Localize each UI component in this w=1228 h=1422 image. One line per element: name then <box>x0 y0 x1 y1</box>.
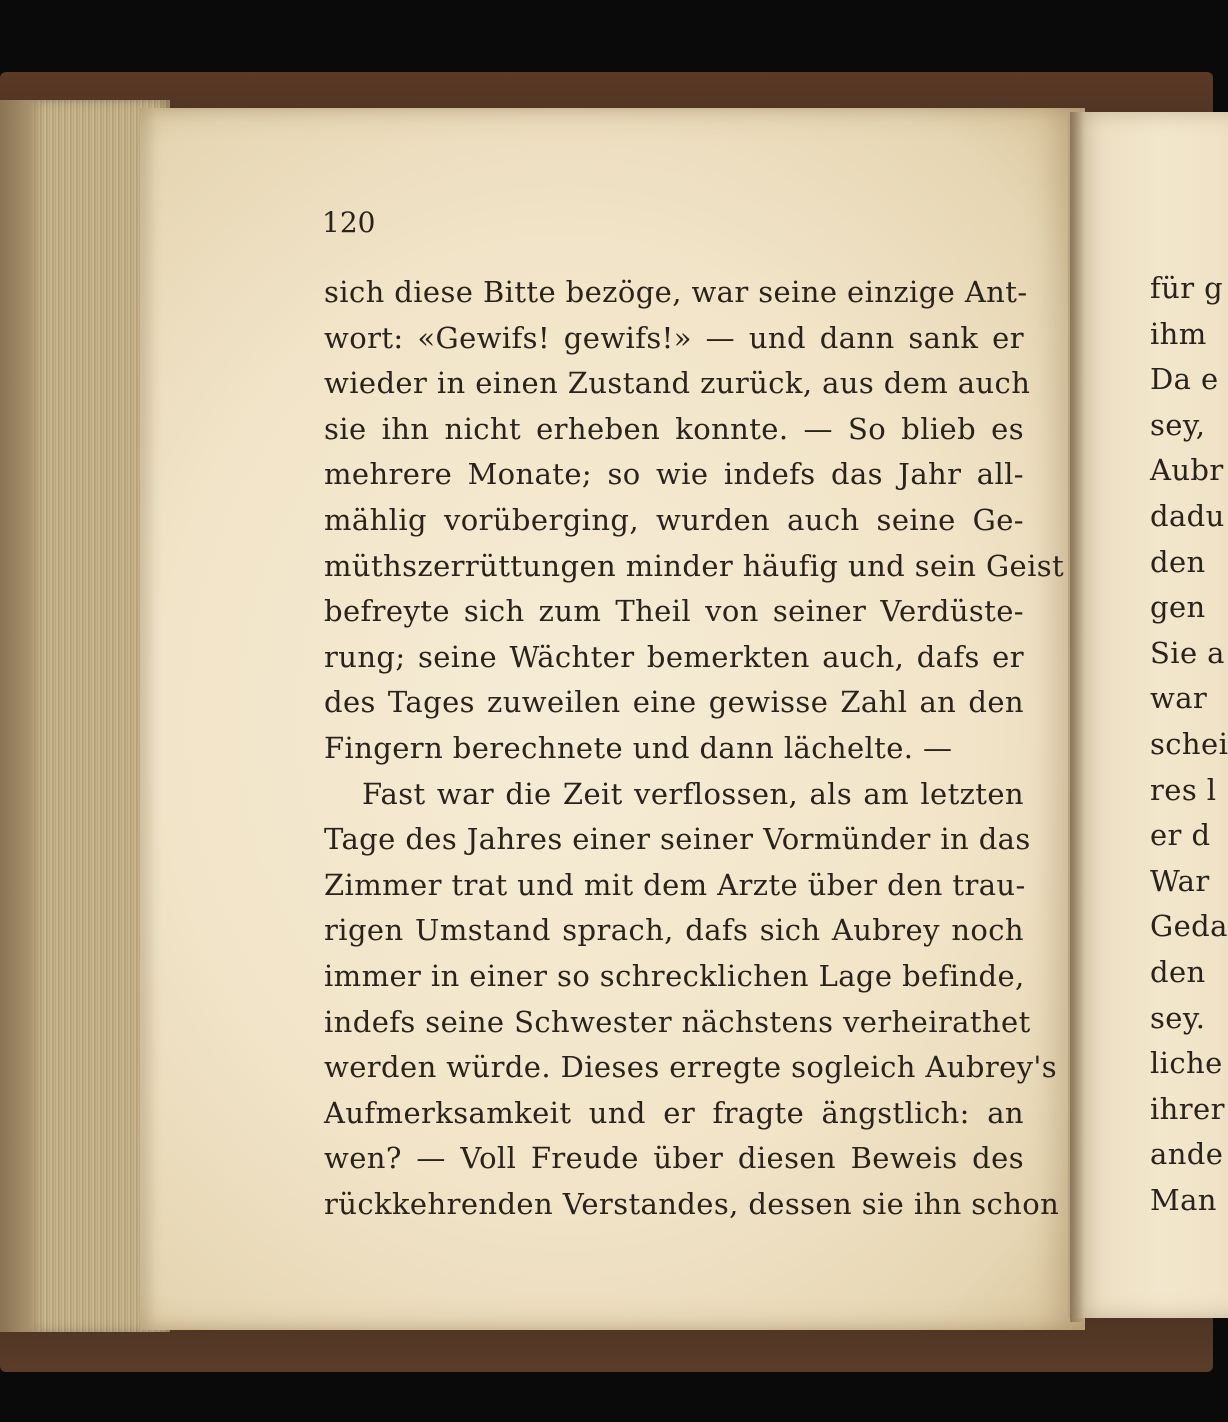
text-line: rückkehrenden Verstandes, dessen sie ihn schon <box>324 1186 1060 1221</box>
right-page-line: gen <box>1150 590 1206 625</box>
right-page-line: sey. <box>1150 1000 1206 1035</box>
right-page-line: Aubr <box>1150 453 1224 488</box>
page-number: 120 <box>322 206 376 239</box>
text-line: müthszerrüttungen minder häufig und sein Geist <box>324 548 1065 583</box>
text-line: wieder in einen Zustand zurück, aus dem auch <box>324 366 1031 401</box>
right-page-line: ihm <box>1150 316 1207 351</box>
text-line: rigen Umstand sprach, dafs sich Aubrey noch <box>324 913 1024 948</box>
right-page-line: den <box>1150 954 1206 989</box>
right-page-line: war <box>1150 681 1208 716</box>
right-page-line: Man <box>1150 1182 1217 1217</box>
right-page-line: dadu <box>1150 498 1225 533</box>
text-line: Tage des Jahres einer seiner Vormünder in das <box>324 822 1031 857</box>
right-page-line: für g <box>1150 271 1224 305</box>
right-page-line: War <box>1150 863 1210 898</box>
text-line: werden würde. Dieses erregte sogleich Aubrey's <box>324 1050 1058 1085</box>
right-page-line: den <box>1150 544 1206 579</box>
right-page-line: Geda <box>1150 909 1228 944</box>
right-page-line: res l <box>1150 772 1217 807</box>
right-page-line: Sie a <box>1150 635 1225 670</box>
book-gutter <box>1070 112 1084 1322</box>
right-page-line: Da e <box>1150 362 1219 397</box>
text-line: Fast war die Zeit verflossen, als am letzten <box>362 776 1024 811</box>
text-line: sie ihn nicht erheben konnte. — So blieb es <box>324 411 1024 446</box>
text-line: rung; seine Wächter bemerkten auch, dafs er <box>324 639 1024 674</box>
text-line: mählig vorüberging, wurden auch seine Ge- <box>324 502 1024 537</box>
text-line: wen? — Voll Freude über diesen Beweis des <box>324 1141 1024 1176</box>
text-line: Aufmerksamkeit und er fragte ängstlich: an <box>324 1095 1024 1130</box>
text-line: Zimmer trat und mit dem Arzte über den trau- <box>324 867 1026 902</box>
text-line: sich diese Bitte bezöge, war seine einzige Ant- <box>324 275 1028 309</box>
right-page-text <box>1150 266 1228 1223</box>
right-page-line: ihrer <box>1150 1091 1225 1126</box>
text-line: befreyte sich zum Theil von seiner Verdüste- <box>324 594 1024 629</box>
text-line: des Tages zuweilen eine gewisse Zahl an den <box>324 685 1024 720</box>
text-line: wort: «Gewifs! gewifs!» — und dann sank er <box>324 320 1024 355</box>
right-page-line: liche <box>1150 1046 1223 1081</box>
text-line: mehrere Monate; so wie indefs das Jahr all- <box>324 457 1024 492</box>
right-page-line: er d <box>1150 818 1211 853</box>
text-line: Fingern berechnete und dann lächelte. — <box>324 730 953 765</box>
text-line: indefs seine Schwester nächstens verheirathet <box>324 1004 1031 1039</box>
right-page-line: ande <box>1150 1137 1224 1172</box>
right-page-line: sey, <box>1150 407 1206 442</box>
left-page-text <box>324 270 1065 1227</box>
right-page-line: schei <box>1150 726 1228 761</box>
text-line: immer in einer so schrecklichen Lage befinde, <box>324 958 1025 993</box>
